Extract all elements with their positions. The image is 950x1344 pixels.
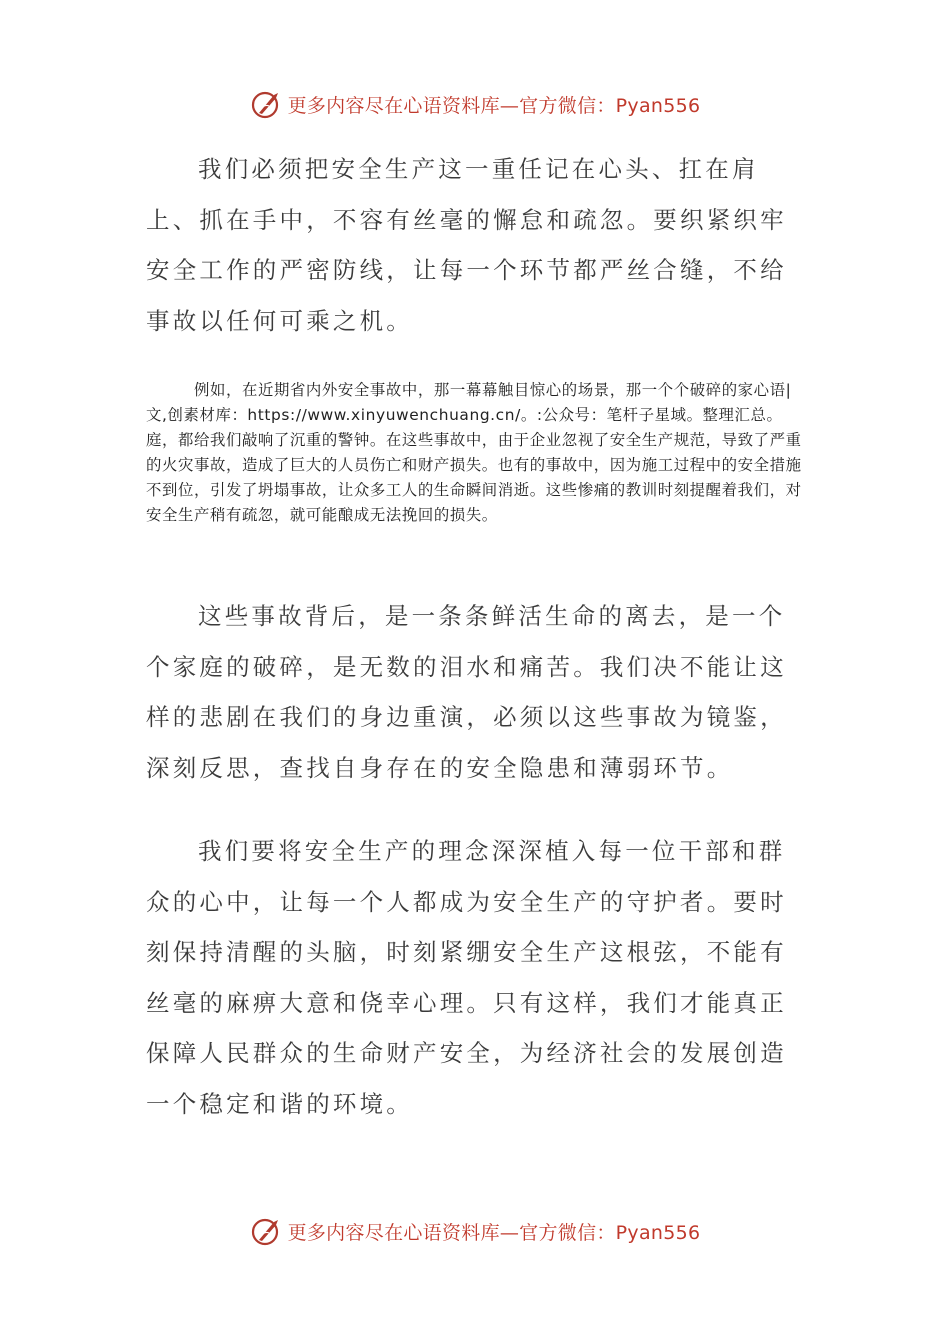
quill-pen-logo-icon (250, 1214, 284, 1248)
paragraph-3: 这些事故背后，是一条条鲜活生命的离去，是一个个家庭的破碎，是无数的泪水和痛苦。我们决不能让这样的悲剧在我们的身边重演，必须以这些事故为镜鉴，深刻反思，查找自身存在的安全隐患和薄弱环节。 (146, 602, 787, 782)
paragraph-4: 我们要将安全生产的理念深深植入每一位干部和群众的心中，让每一个人都成为安全生产的守护者。要时刻保持清醒的头脑，时刻紧绷安全生产这根弦，不能有丝毫的麻痹大意和侥幸心理。只有这样，我们才能真正保障人民群众的生命财产安全，为经济社会的发展创造一个稳定和谐的环境。 (146, 837, 787, 1118)
paragraph-1: 我们必须把安全生产这一重任记在心头、扛在肩上、抓在手中，不容有丝毫的懈怠和疏忽。要织紧织牢安全工作的严密防线，让每一个环节都严丝合缝，不给事故以任何可乘之机。 (146, 155, 787, 335)
footer-banner (0, 1211, 950, 1251)
header-banner (0, 84, 950, 124)
wechat-id: Pyan556 (615, 94, 701, 117)
paragraph-2: 例如，在近期省内外安全事故中，那一幕幕触目惊心的场景，那一个个破碎的家心语|文,创素材库：https://www.xinyuwenchuang.cn/。:公众号：笔杆子星域。整理汇总。庭，都给我们敲响了沉重的警钟。在这些事故中，由于企业忽视了安全生产规范，导致了严重的火灾事故，造成了巨大的人员伤亡和财产损失。也有的事故中，因为施工过程中的安全措施不到位，引发了坍塌事故，让众多工人的生命瞬间消逝。这些惨痛的教训时刻提醒着我们，对安全生产稍有疏忽，就可能酿成无法挽回的损失。 (146, 381, 802, 524)
banner-text: 更多内容尽在心语资料库—官方微信：Pyan556 (287, 94, 701, 117)
footer-wechat-id: Pyan556 (615, 1221, 701, 1244)
footer-banner-text: 更多内容尽在心语资料库—官方微信：Pyan556 (287, 1221, 701, 1244)
quill-pen-logo-icon (250, 87, 284, 121)
